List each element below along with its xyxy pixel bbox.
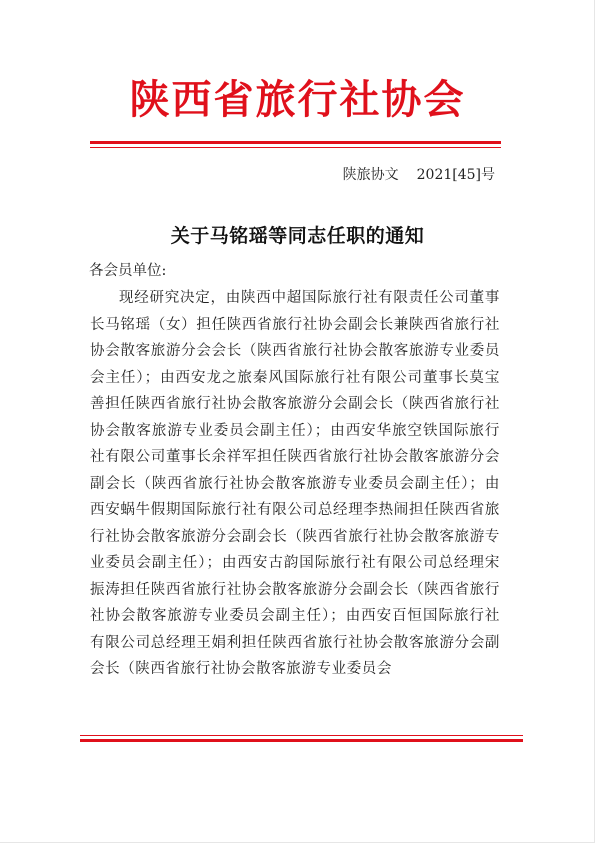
- header-divider-thick: [90, 141, 501, 144]
- document-number: [343, 164, 495, 184]
- document-number-value: 2021[45]号: [416, 167, 495, 183]
- document-number-prefix: 陕旅协文: [342, 167, 399, 183]
- header-divider-thin: [90, 147, 501, 148]
- notice-title: 关于马铭瑶等同志任职的通知: [170, 225, 425, 247]
- footer-divider-thick: [80, 739, 523, 742]
- organization-name-header: 陕西省旅行社协会: [129, 76, 466, 123]
- footer-divider-thin: [80, 735, 523, 736]
- salutation: 各会员单位:: [89, 263, 167, 279]
- notice-body-paragraph: 现经研究决定，由陕西中超国际旅行社有限责任公司董事长马铭瑶（女）担任陕西省旅行社协会副会长兼陕西省旅行社协会散客旅游分会会长（陕西省旅行社协会散客旅游专业委员会主任）；由西安龙之旅秦风国际旅行社有限公司董事长莫宝善担任陕西省旅行社协会散客旅游分会副会长（陕西省旅行社协会散客旅游专业委员会副主任）；由西安华旅空铁国际旅行社有限公司董事长余祥军担任陕西省旅行社协会散客旅游分会副会长（陕西省旅行社协会散客旅游专业委员会副主任）；由西安蜗牛假期国际旅行社有限公司总经理李热闹担任陕西省旅行社协会散客旅游分会副会长（陕西省旅行社协会散客旅游专业委员会副主任）；由西安古韵国际旅行社有限公司总经理宋振涛担任陕西省旅行社协会散客旅游分会副会长（陕西省旅行社协会散客旅游专业委员会副主任）；由西安百恒国际旅行社有限公司总经理王娟利担任陕西省旅行社协会散客旅游分会副会长（陕西省旅行社协会散客旅游专业委员会: [90, 290, 500, 677]
